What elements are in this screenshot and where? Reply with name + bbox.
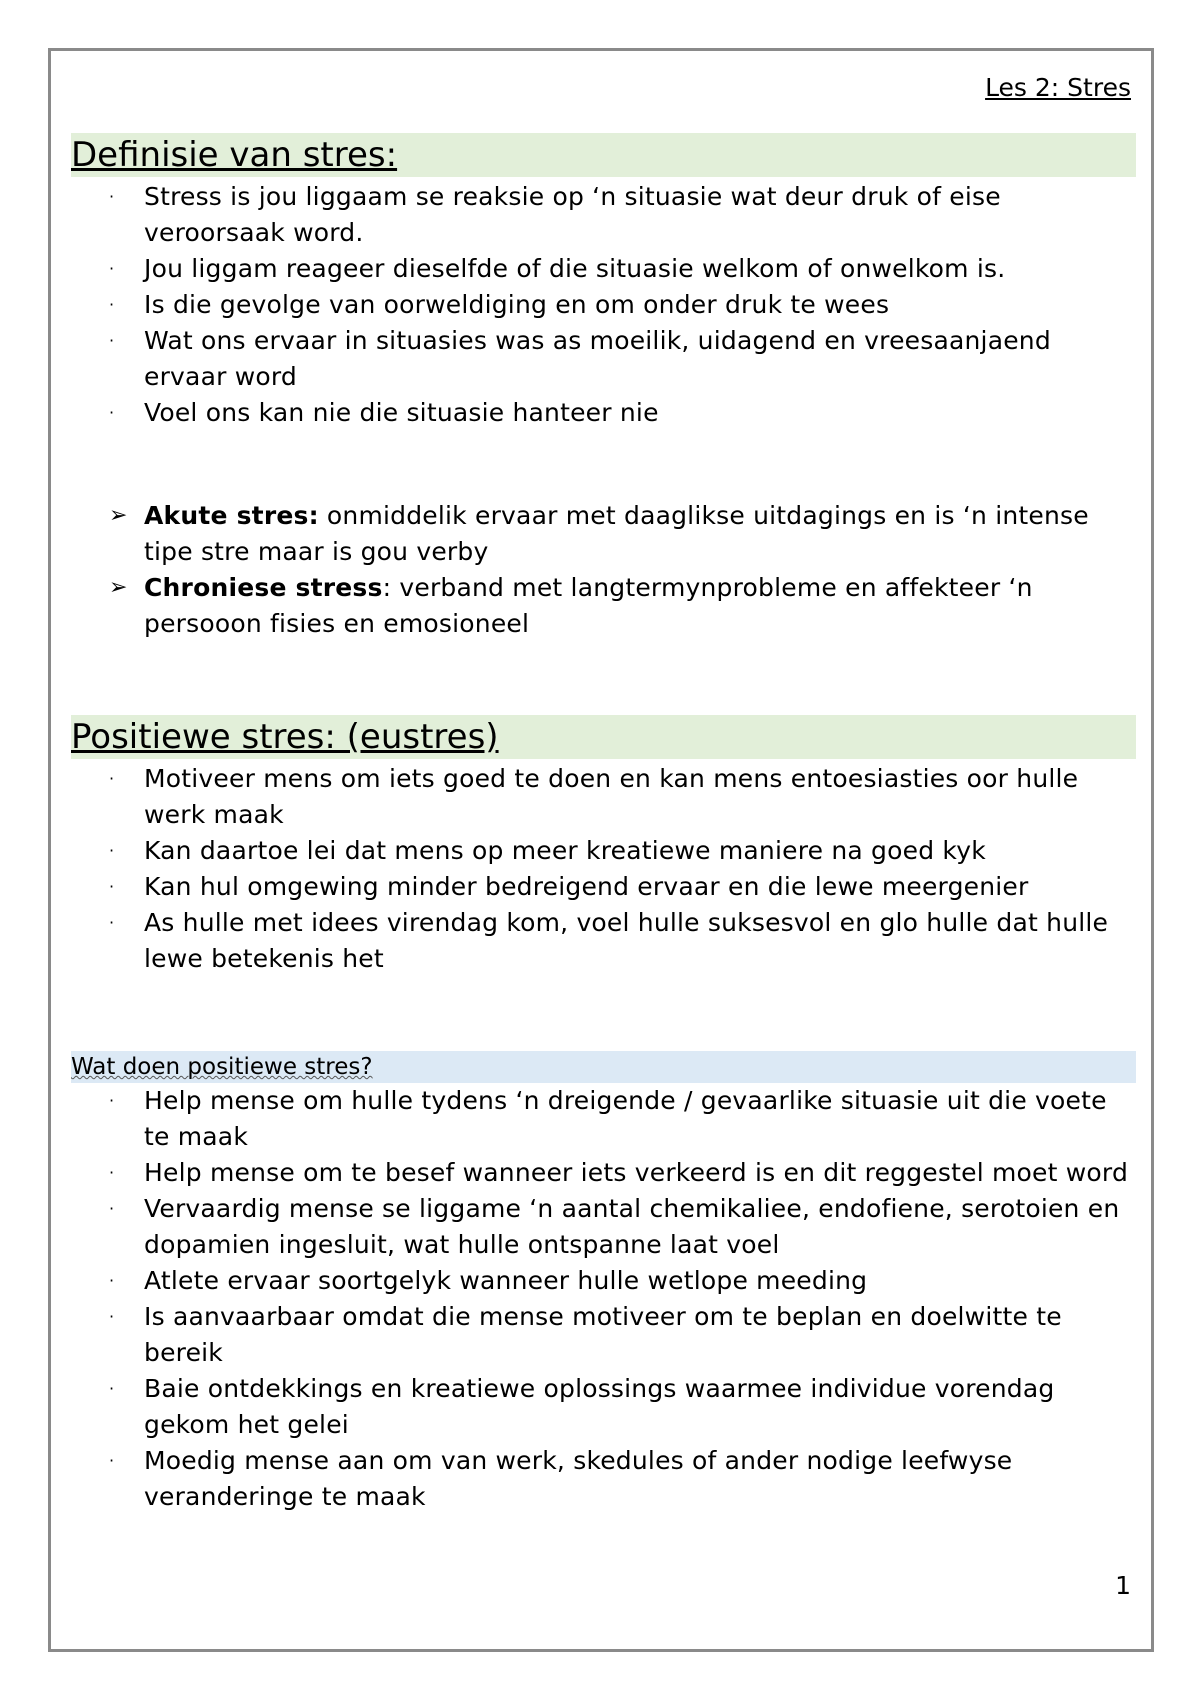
bullet-dot-icon: · bbox=[109, 295, 115, 314]
bullet-dot-icon: · bbox=[109, 769, 115, 788]
document-page bbox=[48, 48, 1154, 1652]
bullet-dot-icon: · bbox=[109, 1271, 115, 1290]
bullet-dot-icon: · bbox=[109, 1451, 115, 1470]
list-item: · Motiveer mens om iets goed te doen en kan mens entoesiasties oor hulle werk maak bbox=[71, 761, 1136, 833]
section-what-positive-stress-does bbox=[71, 1051, 1136, 1515]
list-item: · Help mense om hulle tydens ‘n dreigende / gevaarlike situasie uit die voete te maak bbox=[71, 1083, 1136, 1155]
bullet-dot-icon: · bbox=[109, 1307, 115, 1326]
list-item: · Kan hul omgewing minder bedreigend ervaar en die lewe meergenier bbox=[71, 869, 1136, 905]
list-item: · Wat ons ervaar in situasies was as moeilik, uidagend en vreesaanjaend ervaar word bbox=[71, 323, 1136, 395]
list-item: · Stress is jou liggaam se reaksie op ‘n situasie wat deur druk of eise veroorsaak word. bbox=[71, 179, 1136, 251]
list-item: · Help mense om te besef wanneer iets verkeerd is en dit reggestel moet word bbox=[71, 1155, 1136, 1191]
bullet-dot-icon: · bbox=[109, 913, 115, 932]
section-what-heading: Wat doen positiewe stres? bbox=[71, 1051, 1136, 1083]
list-item: · Voel ons kan nie die situasie hanteer nie bbox=[71, 395, 1136, 431]
bullet-dot-icon: · bbox=[109, 403, 115, 422]
positive-stress-list bbox=[71, 761, 1136, 977]
bullet-dot-icon: · bbox=[109, 331, 115, 350]
list-item: · Kan daartoe lei dat mens op meer kreatiewe maniere na goed kyk bbox=[71, 833, 1136, 869]
bullet-dot-icon: · bbox=[109, 1199, 115, 1218]
list-item: ➢ Akute stres: onmiddelik ervaar met daaglikse uitdagings en is ‘n intense tipe stre maar is gou verby bbox=[71, 498, 1136, 570]
bullet-dot-icon: · bbox=[109, 259, 115, 278]
bullet-dot-icon: · bbox=[109, 877, 115, 896]
list-item: · Moedig mense aan om van werk, skedules of ander nodige leefwyse veranderinge te maak bbox=[71, 1443, 1136, 1515]
list-item: ➢ Chroniese stress: verband met langtermynprobleme en affekteer ‘n persooon fisies en emosioneel bbox=[71, 570, 1136, 642]
list-item: · Atlete ervaar soortgelyk wanneer hulle wetlope meeding bbox=[71, 1263, 1136, 1299]
bullet-dot-icon: · bbox=[109, 187, 115, 206]
section-definition bbox=[71, 133, 1136, 642]
bullet-dot-icon: · bbox=[109, 1163, 115, 1182]
list-item: · Is aanvaarbaar omdat die mense motiveer om te beplan en doelwitte te bereik bbox=[71, 1299, 1136, 1371]
list-item: · As hulle met idees virendag kom, voel hulle suksesvol en glo hulle dat hulle lewe betekenis het bbox=[71, 905, 1136, 977]
bullet-dot-icon: · bbox=[109, 1091, 115, 1110]
definition-list bbox=[71, 179, 1136, 431]
arrow-bullet-icon: ➢ bbox=[109, 575, 128, 600]
page-number: 1 bbox=[1115, 1571, 1131, 1600]
stress-types-list bbox=[71, 498, 1136, 642]
list-item: · Vervaardig mense se liggame ‘n aantal chemikaliee, endofiene, serotoien en dopamien ingesluit, wat hulle ontspanne laat voel bbox=[71, 1191, 1136, 1263]
section-positive-stress bbox=[71, 715, 1136, 977]
what-positive-stress-list bbox=[71, 1083, 1136, 1515]
section-positive-heading: Positiewe stres: (eustres) bbox=[71, 715, 1136, 759]
list-item: · Baie ontdekkings en kreatiewe oplossings waarmee individue vorendag gekom het gelei bbox=[71, 1371, 1136, 1443]
bullet-dot-icon: · bbox=[109, 841, 115, 860]
page-header-title: Les 2: Stres bbox=[985, 73, 1131, 102]
list-item: · Is die gevolge van oorweldiging en om onder druk te wees bbox=[71, 287, 1136, 323]
bullet-dot-icon: · bbox=[109, 1379, 115, 1398]
arrow-bullet-icon: ➢ bbox=[109, 503, 128, 528]
list-item: · Jou liggam reageer dieselfde of die situasie welkom of onwelkom is. bbox=[71, 251, 1136, 287]
section-definition-heading: Definisie van stres: bbox=[71, 133, 1136, 177]
